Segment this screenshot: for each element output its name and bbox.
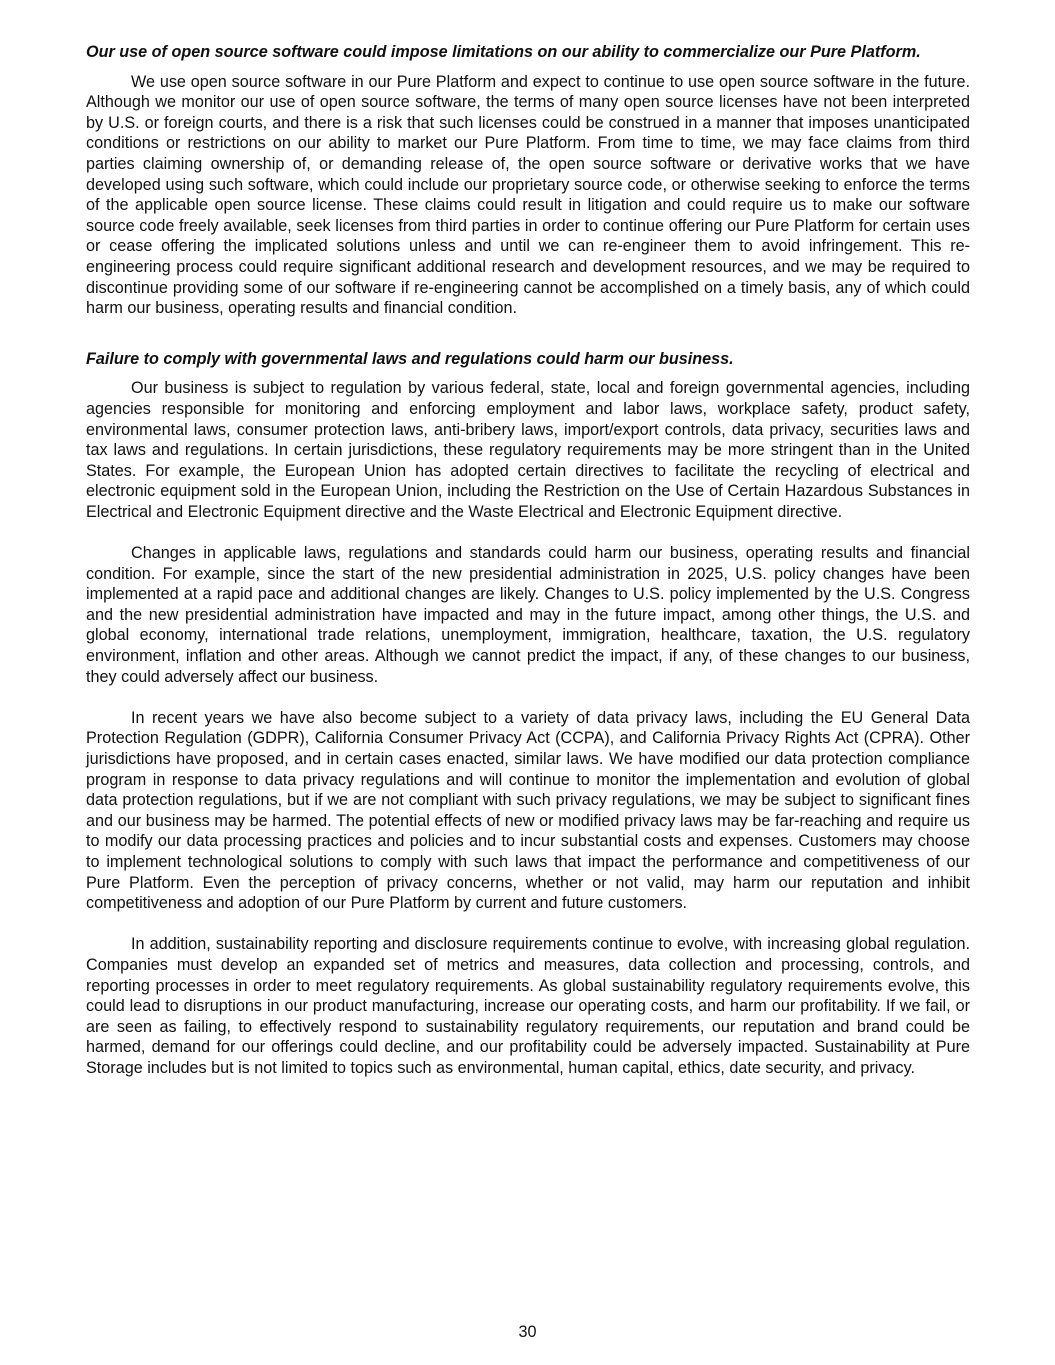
section-open-source	[86, 42, 970, 319]
paragraph-spacer	[86, 914, 970, 935]
section-heading: Failure to comply with governmental laws and regulations could harm our business.	[86, 349, 734, 368]
section-governmental-laws	[86, 349, 970, 1079]
page-number: 30	[518, 1323, 537, 1341]
body-paragraph: We use open source software in our Pure Platform and expect to continue to use open source software in the future. Although we monitor our use of open source software, the terms of many open source licenses have not been interpreted by U.S. or foreign courts, and there is a risk that such licenses could be construed in a manner that imposes unanticipated conditions or restrictions on our ability to market our Pure Platform. From time to time, we may face claims from third parties claiming ownership of, or demanding release of, the open source software or derivative works that we have developed using such software, which could include our proprietary source code, or otherwise seeking to enforce the terms of the applicable open source license. These claims could result in litigation and could require us to make our software source code freely available, seek licenses from third parties in order to continue offering our Pure Platform for certain uses or cease offering the implicated solutions unless and until we can re-engineer them to avoid infringement. This re-engineering process could require significant additional research and development resources, and we may be required to discontinue providing some of our software if re-engineering cannot be accomplished on a timely basis, any of which could harm our business, operating results and financial condition.	[86, 72, 970, 318]
body-paragraph: Changes in applicable laws, regulations and standards could harm our business, operating results and financial condition. For example, since the start of the new presidential administration in 2025, U.S. policy changes have been implemented at a rapid pace and additional changes are likely. Changes to U.S. policy implemented by the U.S. Congress and the new presidential administration have impacted and may in the future impact, among other things, the U.S. and global economy, international trade relations, unemployment, immigration, healthcare, taxation, the U.S. regulatory environment, inflation and other areas. Although we cannot predict the impact, if any, of these changes to our business, they could adversely affect our business.	[86, 544, 970, 686]
body-paragraph: Our business is subject to regulation by various federal, state, local and foreign governmental agencies, including agencies responsible for monitoring and enforcing employment and labor laws, workplace safety, product safety, environmental laws, consumer protection laws, anti-bribery laws, import/export controls, data privacy, securities laws and tax laws and regulations. In certain jurisdictions, these regulatory requirements may be more stringent than in the United States. For example, the European Union has adopted certain directives to facilitate the recycling of electrical and electronic equipment sold in the European Union, including the Restriction on the Use of Certain Hazardous Substances in Electrical and Electronic Equipment directive and the Waste Electrical and Electronic Equipment directive.	[86, 379, 970, 521]
body-paragraph: In recent years we have also become subject to a variety of data privacy laws, including the EU General Data Protection Regulation (GDPR), California Consumer Privacy Act (CCPA), and California Privacy Rights Act (CPRA). Other jurisdictions have proposed, and in certain cases enacted, similar laws. We have modified our data protection compliance program in response to data privacy regulations and will continue to monitor the implementation and evolution of global data protection regulations, but if we are not compliant with such privacy regulations, we may be subject to significant fines and our business may be harmed. The potential effects of new or modified privacy laws may be far-reaching and require us to modify our data processing practices and policies and to incur substantial costs and expenses. Customers may choose to implement technological solutions to comply with such laws that impact the performance and competitiveness of our Pure Platform. Even the perception of privacy concerns, whether or not valid, may harm our reputation and inhibit competitiveness and adoption of our Pure Platform by current and future customers.	[86, 708, 970, 913]
section-heading: Our use of open source software could impose limitations on our ability to commercialize our Pure Platform.	[86, 43, 921, 61]
body-paragraph: In addition, sustainability reporting and disclosure requirements continue to evolve, with increasing global regulation. Companies must develop an expanded set of metrics and measures, data collection and processing, controls, and reporting processes in order to meet regulatory requirements. As global sustainability regulatory requirements evolve, this could lead to disruptions in our product manufacturing, increase our operating costs, and harm our profitability. If we fail, or are seen as failing, to effectively respond to sustainability regulatory requirements, our reputation and brand could be harmed, demand for our offerings could decline, and our profitability could be adversely impacted. Sustainability at Pure Storage includes but is not limited to topics such as environmental, human capital, ethics, date security, and privacy.	[86, 935, 970, 1077]
paragraph-spacer	[86, 687, 970, 708]
section-spacer	[86, 319, 970, 349]
document-page	[86, 42, 970, 1079]
paragraph-spacer	[86, 522, 970, 543]
